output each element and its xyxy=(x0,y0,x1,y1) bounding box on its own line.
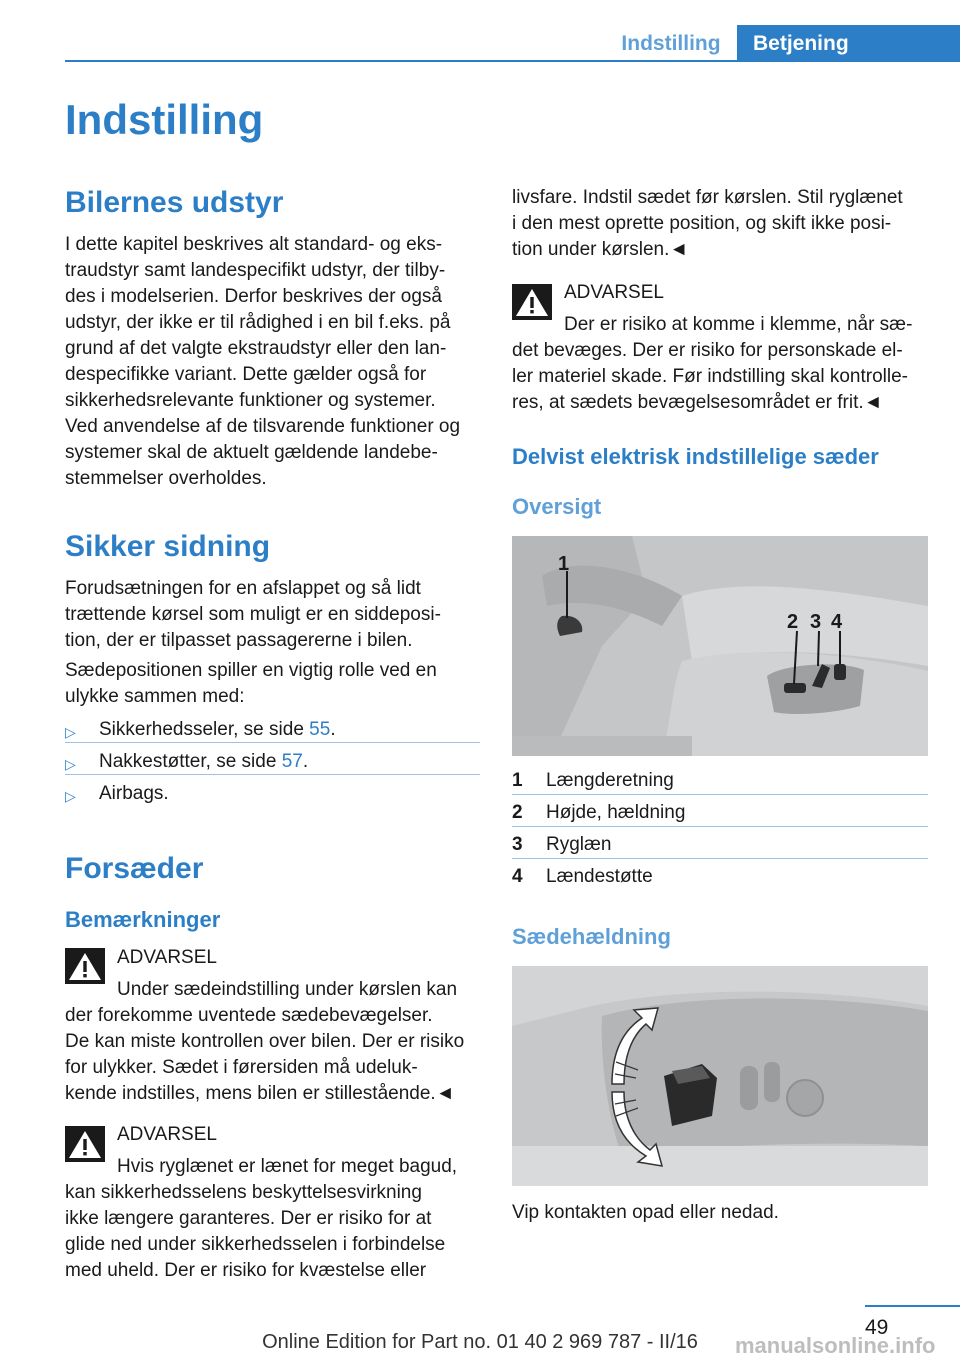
page-link-57[interactable]: 57 xyxy=(281,751,303,772)
text-line: Forudsætningen for en afslappet og så lidt xyxy=(65,578,421,599)
bullet-arrow-icon: ▷ xyxy=(65,724,76,740)
page-number: 49 xyxy=(865,1316,889,1339)
legend-text: Længderetning xyxy=(546,770,674,791)
text-line: udstyr, der ikke er til rådighed i en bil f.eks. på xyxy=(65,312,451,333)
section-title-seating: Sikker sidning xyxy=(65,530,271,563)
bullet-arrow-icon: ▷ xyxy=(65,756,76,772)
footer-rule xyxy=(865,1305,960,1307)
warning-title: ADVARSEL xyxy=(117,947,217,968)
seating-paragraph-1 xyxy=(65,576,441,654)
warning-continuation xyxy=(512,185,903,263)
list-item-text: Airbags. xyxy=(99,783,169,804)
text-line: for ulykker. Sædet i førersiden må udeluk- xyxy=(65,1057,418,1078)
divider xyxy=(512,826,928,827)
text-line: kan sikkerhedsselens beskyttelsesvirkning xyxy=(65,1182,422,1203)
header-tab-chapter: Betjening xyxy=(737,25,960,62)
legend-number: 2 xyxy=(512,802,523,823)
divider xyxy=(65,742,480,743)
text-line: tion under kørslen.◄ xyxy=(512,239,689,260)
subsection-seat-tilt: Sædehældning xyxy=(512,924,671,949)
text-line: sikkerhedsrelevante funktioner og systemer. xyxy=(65,390,436,411)
text-line: I dette kapitel beskrives alt standard- og eks- xyxy=(65,234,443,255)
callout-label-2: 2 xyxy=(787,611,799,633)
text-line: det bevæges. Der er risiko for personskade el- xyxy=(512,340,903,361)
header-tab-section: Indstilling xyxy=(621,32,721,55)
bullet-arrow-icon: ▷ xyxy=(65,788,76,804)
callout-label-4: 4 xyxy=(831,611,843,633)
divider xyxy=(512,794,928,795)
watermark: manualsonline.info xyxy=(735,1333,936,1358)
seating-paragraph-2 xyxy=(65,658,437,710)
text-line: ler materiel skade. Før indstilling skal kontrolle- xyxy=(512,366,908,387)
seat-controls-illustration xyxy=(512,536,928,756)
text-line: der forekomme uventede sædebevægelser. xyxy=(65,1005,433,1026)
callout-label-3: 3 xyxy=(810,611,822,633)
divider xyxy=(65,774,480,775)
seat-tilt-image xyxy=(512,966,928,1186)
warning-triangle-icon xyxy=(65,1126,105,1162)
figure-caption: Vip kontakten opad eller nedad. xyxy=(512,1202,779,1223)
page-link-55[interactable]: 55 xyxy=(309,719,331,740)
text-line: des i modelserien. Derfor beskrives der også xyxy=(65,286,443,307)
chapter-title: Indstilling xyxy=(65,96,264,143)
seat-tilt-illustration xyxy=(512,966,928,1186)
text-line: traudstyr samt landespecifikt udstyr, der tilby- xyxy=(65,260,446,281)
equipment-paragraph xyxy=(65,232,460,492)
legend-text: Lændestøtte xyxy=(546,866,653,887)
list-item-text: Nakkestøtter, se side xyxy=(99,751,282,772)
warning-title: ADVARSEL xyxy=(564,282,664,303)
footer-edition: Online Edition for Part no. 01 40 2 969 787 - II/16 xyxy=(262,1331,698,1353)
text-line: Ved anvendelse af de tilsvarende funktioner og xyxy=(65,416,461,437)
warning-triangle-icon xyxy=(65,948,105,984)
legend-text: Højde, hældning xyxy=(546,802,686,823)
legend-text: Ryglæn xyxy=(546,834,612,855)
text-line: livsfare. Indstil sædet før kørslen. Stil ryglænet xyxy=(512,187,903,208)
text-line: i den mest oprette position, og skift ikke posi- xyxy=(512,213,892,234)
warning-text: Der er risiko at komme i klemme, når sæ- xyxy=(564,314,913,335)
text-line: res, at sædets bevægelsesområdet er frit.◄ xyxy=(512,392,883,413)
section-title-equipment: Bilernes udstyr xyxy=(65,186,284,219)
text-line: med uheld. Der er risiko for kvæstelse eller xyxy=(65,1260,427,1281)
text-line: kende indstilles, mens bilen er stillestående.◄ xyxy=(65,1083,455,1104)
legend-number: 3 xyxy=(512,834,523,855)
subsection-overview: Oversigt xyxy=(512,494,602,519)
warning-text: Hvis ryglænet er lænet for meget bagud, xyxy=(117,1156,458,1177)
warning-title: ADVARSEL xyxy=(117,1124,217,1145)
text-line: Sædepositionen spiller en vigtig rolle ved en xyxy=(65,660,437,681)
subsection-partly-electric-seats: Delvist elektrisk indstillelige sæder xyxy=(512,444,879,469)
text-line: De kan miste kontrollen over bilen. Der er risiko xyxy=(65,1031,465,1052)
section-title-front-seats: Forsæder xyxy=(65,852,204,885)
text-line: trættende kørsel som muligt er en siddeposi- xyxy=(65,604,441,625)
warning-triangle-icon xyxy=(512,284,552,320)
subsection-notes: Bemærkninger xyxy=(65,907,221,932)
list-item-text: Sikkerhedsseler, se side xyxy=(99,719,310,740)
text-line: grund af det valgte ekstraudstyr eller den lan- xyxy=(65,338,447,359)
legend-number: 1 xyxy=(512,770,523,791)
warning-text-continued xyxy=(65,1003,464,1107)
text-line: tion, der er tilpasset passagererne i bilen. xyxy=(65,630,413,651)
divider xyxy=(512,858,928,859)
text-line: ulykke sammen med: xyxy=(65,686,245,707)
text-line: glide ned under sikkerhedsselen i forbindelse xyxy=(65,1234,446,1255)
text-line: despecifikke variant. Dette gælder også for xyxy=(65,364,427,385)
legend-number: 4 xyxy=(512,866,523,887)
text-line: stemmelser overholdes. xyxy=(65,468,267,489)
text-line: ikke længere garanteres. Der er risiko for at xyxy=(65,1208,432,1229)
warning-text: Under sædeindstilling under kørslen kan xyxy=(117,979,458,1000)
warning-text-continued xyxy=(512,338,908,416)
seat-controls-overview-image xyxy=(512,536,928,756)
header-rule xyxy=(65,60,960,62)
warning-text-continued xyxy=(65,1180,445,1284)
callout-label-1: 1 xyxy=(558,553,570,575)
text-line: systemer skal de aktuelt gældende landebe- xyxy=(65,442,438,463)
